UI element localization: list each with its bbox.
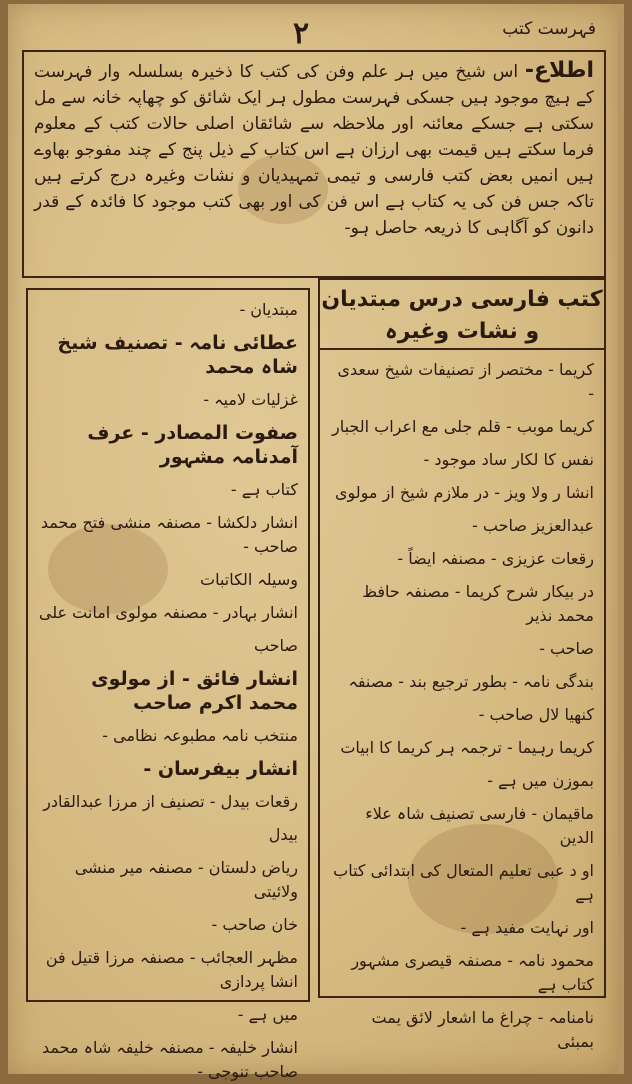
list-item: مظہر العجائب - مصنفہ مرزا قتیل فن انشا پردازی — [45, 948, 298, 991]
list-item: صفوت المصادر - عرف آمدنامہ مشہور — [87, 422, 298, 468]
list-item: عطائی نامہ - تصنیف شیخ شاہ محمد — [57, 332, 298, 378]
list-item: مبتدیان - — [239, 300, 298, 319]
right-column — [318, 278, 606, 1051]
list-item: کریما - مختصر از تصنیفات شیخ سعدی - — [337, 360, 594, 403]
list-item: اور نہایت مفید ہے - — [460, 918, 594, 937]
right-column-list — [320, 350, 604, 1071]
right-column-heading: کتب فارسی درس مبتدیان و نشات وغیرہ — [320, 280, 604, 350]
list-item: انشار بہادر - مصنفہ مولوی امانت علی — [38, 603, 298, 622]
notice-lead: اطلاع- — [524, 58, 594, 83]
list-item: میں ہے - — [237, 1005, 298, 1024]
notice-text: اس شیخ میں ہر علم وفن کی کتب کا ذخیرہ بسلسلہ وار فہرست کے ہیچ موجود ہیں جسکی فہرست مطول ہر ایک شائق کو چھاپہ خانہ سے مل سکتی ہے جسکے معائنہ اور ملاحظہ سے شائقان اصلی حالات کتب کے معلوم فرما سکتے ہیں قیمت بھی ارزان ہے اس کتاب کے ذیل پنج کے چند مفوجو بھاوے ہیں انمیں بعض کتب فارسی و تیمی تمہیدیان و نشات وغیرہ درج کرتے ہیں تاکہ جس فن کی یہ کتاب ہے اس فن کی اور بھی کتب موجود کا فائدہ کے قدر دانون کو آگاہی کا ذریعہ حاصل ہو- — [34, 62, 594, 238]
list-item: بیدل — [268, 825, 298, 844]
catalogue-header-label: فہرست کتب — [502, 19, 596, 39]
list-item: کتاب ہے - — [230, 480, 298, 499]
list-item: منتخب نامہ مطبوعہ نظامی - — [102, 726, 298, 745]
list-item: ماقیمان - فارسی تصنیف شاہ علاء الدین — [365, 804, 594, 847]
page-number: ۲ — [293, 16, 310, 51]
list-item: او د عبی تعلیم المتعال کی ابتدائی کتاب ہے — [333, 861, 594, 904]
list-item: رقعات عزیزی - مصنفہ ایضاً - — [397, 549, 594, 568]
list-item: کنھیا لال صاحب - — [478, 705, 594, 724]
list-item: انشار بیفرسان - — [143, 758, 298, 780]
list-item: خان صاحب - — [211, 915, 298, 934]
list-item: نامنامہ - چراغ ما اشعار لائق یمت بمبئی — [371, 1008, 594, 1051]
list-item: عبدالعزیز صاحب - — [472, 516, 594, 535]
left-column — [26, 288, 310, 1081]
list-item: رقعات بیدل - تصنیف از مرزا عبدالقادر — [43, 792, 298, 811]
list-item: انشار خلیفہ - مصنفہ خلیفہ شاہ محمد صاحب تنوجی - — [42, 1038, 298, 1081]
manuscript-page — [8, 4, 624, 1081]
list-item: کریما موبب - قلم جلی مع اعراب الجبار — [331, 417, 594, 436]
list-item: بندگی نامہ - بطور ترجیع بند - مصنفہ — [348, 672, 594, 691]
notice-box — [22, 50, 606, 278]
list-item: صاحب — [253, 636, 298, 655]
list-item: ریاض دلستان - مصنفہ میر منشی ولائیتی — [74, 858, 298, 901]
list-item: غزلیات لامیہ - — [203, 390, 298, 409]
list-item: صاحب - — [539, 639, 594, 658]
list-item: در بیکار شرح کریما - مصنفہ حافظ محمد نذیر — [362, 582, 594, 625]
list-item: انشار دلکشا - مصنفہ منشی فتح محمد صاحب - — [40, 513, 298, 556]
list-item: کریما رہیما - ترجمہ ہر کریما کا ابیات — [340, 738, 594, 757]
list-item: محمود نامہ - مصنفہ قیصری مشہور کتاب ہے — [351, 951, 594, 994]
list-item: انشار فائق - از مولوی محمد اکرم صاحب — [91, 668, 298, 714]
list-item: وسیلہ الکاتبات — [200, 570, 298, 589]
list-item: بموزن میں ہے - — [487, 771, 594, 790]
list-item: انشا ر ولا ویز - در ملازم شیخ از مولوی — [334, 483, 594, 502]
list-item: نفس کا لکار ساد موجود - — [423, 450, 594, 469]
